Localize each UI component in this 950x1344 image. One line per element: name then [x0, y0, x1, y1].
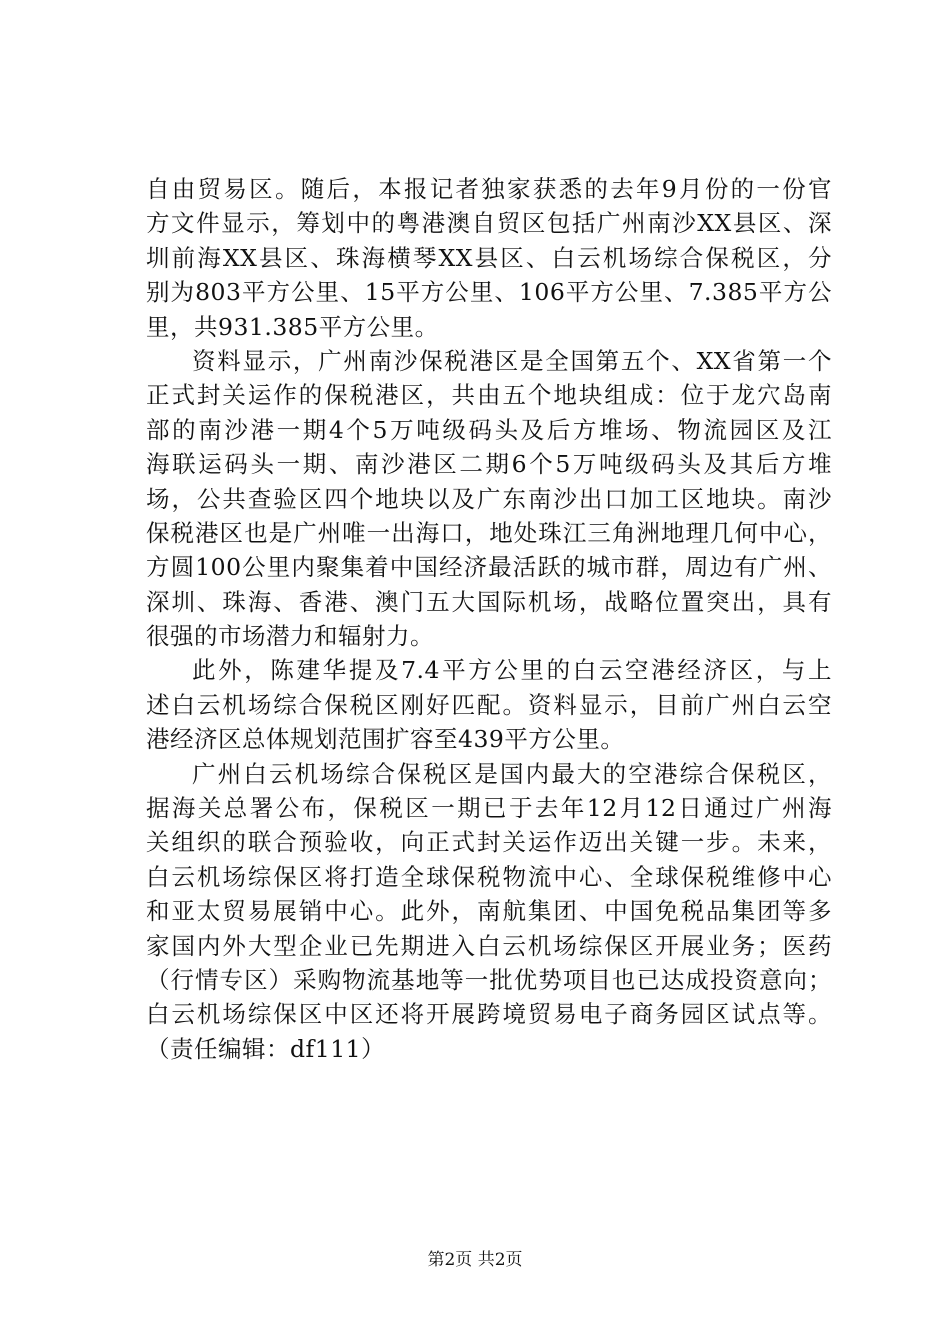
paragraph [146, 757, 832, 1067]
text-line: 白云机场综保区中区还将开展跨境贸易电子商务园区试点等。 [146, 1000, 832, 1029]
text-line: 港经济区总体规划范围扩容至439平方公里。 [146, 725, 625, 754]
text-line: 很强的市场潜力和辐射力。 [146, 622, 434, 651]
paragraph [146, 344, 832, 654]
text-line: 场，公共查验区四个地块以及广东南沙出口加工区地块。南沙 [146, 484, 832, 513]
text-line: 关组织的联合预验收，向正式封关运作迈出关键一步。未来， [146, 828, 832, 857]
paragraph [146, 172, 832, 344]
text-line: 深圳、珠海、香港、澳门五大国际机场，战略位置突出，具有 [146, 587, 832, 616]
text-line: 方文件显示，筹划中的粤港澳自贸区包括广州南沙XX县区、深 [146, 209, 832, 238]
text-line: 部的南沙港一期4个5万吨级码头及后方堆场、物流园区及江 [146, 415, 832, 444]
text-line: （行情专区）采购物流基地等一批优势项目也已达成投资意向； [146, 965, 832, 994]
page-number-footer: 第2页 共2页 [427, 1250, 523, 1270]
text-line: 白云机场综保区将打造全球保税物流中心、全球保税维修中心 [146, 862, 832, 891]
text-line: 方圆100公里内聚集着中国经济最活跃的城市群，周边有广州、 [146, 553, 832, 582]
document-body [146, 172, 832, 1066]
text-line: 自由贸易区。随后，本报记者独家获悉的去年9月份的一份官 [146, 175, 832, 203]
text-line: （责任编辑：df111） [146, 1034, 386, 1063]
text-line: 据海关总署公布，保税区一期已于去年12月12日通过广州海 [146, 794, 832, 823]
text-line: 圳前海XX县区、珠海横琴XX县区、白云机场综合保税区，分 [146, 243, 832, 272]
text-line: 和亚太贸易展销中心。此外，南航集团、中国免税品集团等多 [146, 897, 832, 926]
text-line: 资料显示，广州南沙保税港区是全国第五个、XX省第一个 [192, 346, 832, 375]
text-line: 别为803平方公里、15平方公里、106平方公里、7.385平方公 [146, 278, 832, 307]
text-line: 家国内外大型企业已先期进入白云机场综保区开展业务；医药 [146, 931, 832, 960]
text-line: 里，共931.385平方公里。 [146, 312, 439, 341]
text-line: 保税港区也是广州唯一出海口，地处珠江三角洲地理几何中心， [146, 518, 832, 547]
paragraph [146, 653, 832, 756]
text-line: 述白云机场综合保税区刚好匹配。资料显示，目前广州白云空 [146, 690, 832, 719]
text-line: 正式封关运作的保税港区，共由五个地块组成：位于龙穴岛南 [146, 381, 832, 410]
text-line: 广州白云机场综合保税区是国内最大的空港综合保税区， [192, 759, 832, 788]
text-line: 此外，陈建华提及7.4平方公里的白云空港经济区，与上 [192, 656, 832, 685]
text-line: 海联运码头一期、南沙港区二期6个5万吨级码头及其后方堆 [146, 450, 832, 479]
